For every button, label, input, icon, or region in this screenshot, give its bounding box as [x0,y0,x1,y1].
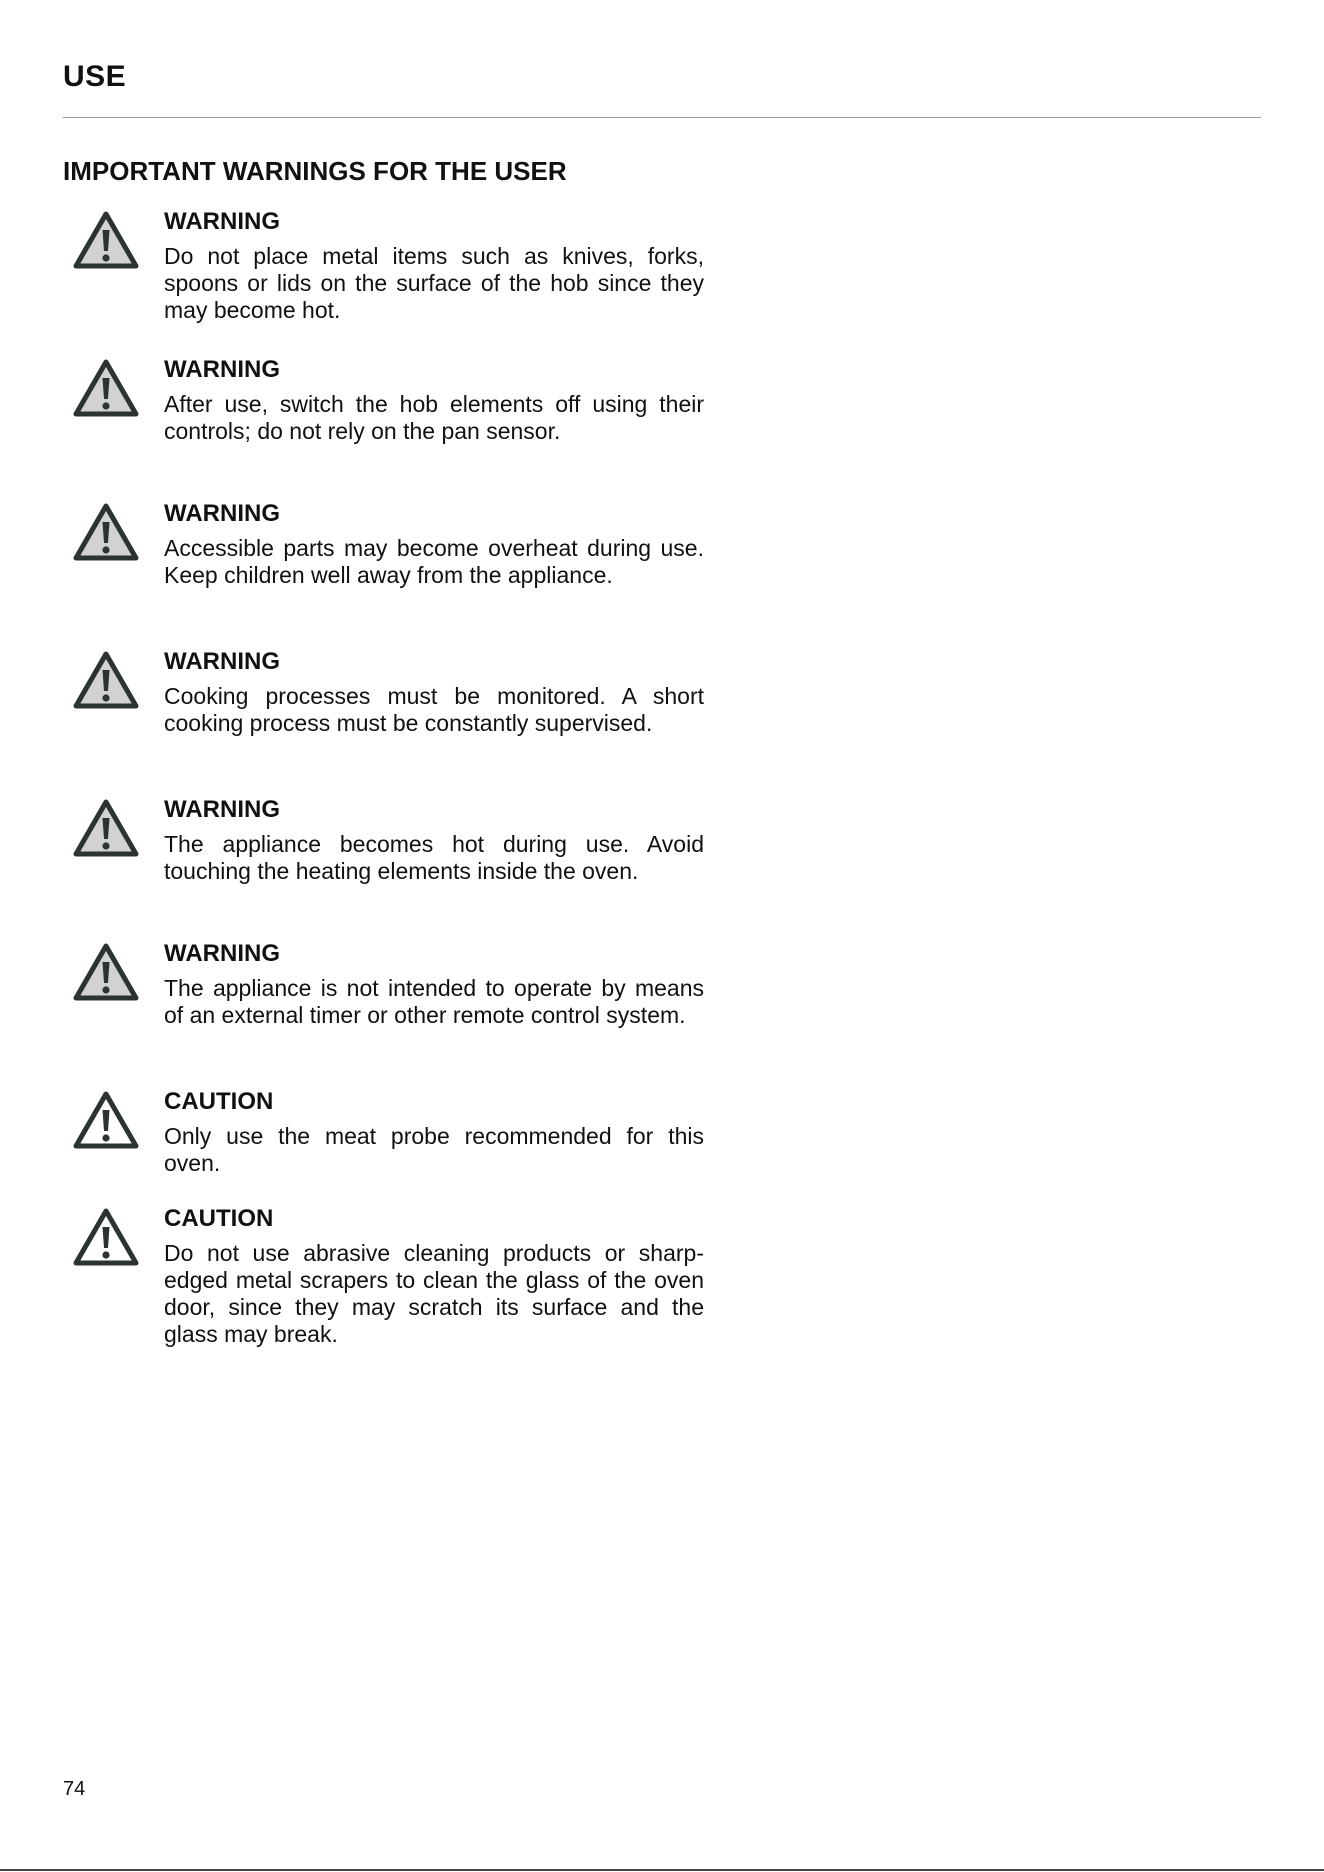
caution-text: Only use the meat probe recommended for this oven. [164,1123,704,1176]
section-title: USE [63,60,127,93]
warning-triangle-icon [72,210,140,270]
subsection-title: IMPORTANT WARNINGS FOR THE USER [63,156,567,186]
warning-label: WARNING [164,940,280,967]
warning-triangle-icon [72,942,140,1002]
warning-text: The appliance is not intended to operate by means of an external timer or other remote control system. [164,975,704,1028]
caution-text: Do not use abrasive cleaning products or sharp-edged metal scrapers to clean the glass of the oven door, since they may scratch its surface and the glass may break. [164,1240,704,1347]
warning-triangle-icon [72,798,140,858]
warning-label: WARNING [164,208,280,235]
warning-text: Do not place metal items such as knives, forks, spoons or lids on the surface of the hob since they may become hot. [164,243,704,323]
caution-label: CAUTION [164,1088,274,1115]
warning-triangle-icon [72,650,140,710]
warning-label: WARNING [164,796,280,823]
warning-triangle-icon [72,1090,140,1150]
warning-text: The appliance becomes hot during use. Avoid touching the heating elements inside the oven. [164,831,704,884]
warning-triangle-icon [72,1207,140,1267]
warning-text: After use, switch the hob elements off using their controls; do not rely on the pan sensor. [164,391,704,444]
warning-label: WARNING [164,356,280,383]
warning-triangle-icon [72,358,140,418]
warning-label: WARNING [164,500,280,527]
warning-label: WARNING [164,648,280,675]
warning-text: Accessible parts may become overheat during use. Keep children well away from the appliance. [164,535,704,588]
caution-label: CAUTION [164,1205,274,1232]
warning-text: Cooking processes must be monitored. A short cooking process must be constantly supervised. [164,683,704,736]
page-number: 74 [63,1778,86,1800]
page-bottom-border [0,1869,1324,1871]
warning-triangle-icon [72,502,140,562]
